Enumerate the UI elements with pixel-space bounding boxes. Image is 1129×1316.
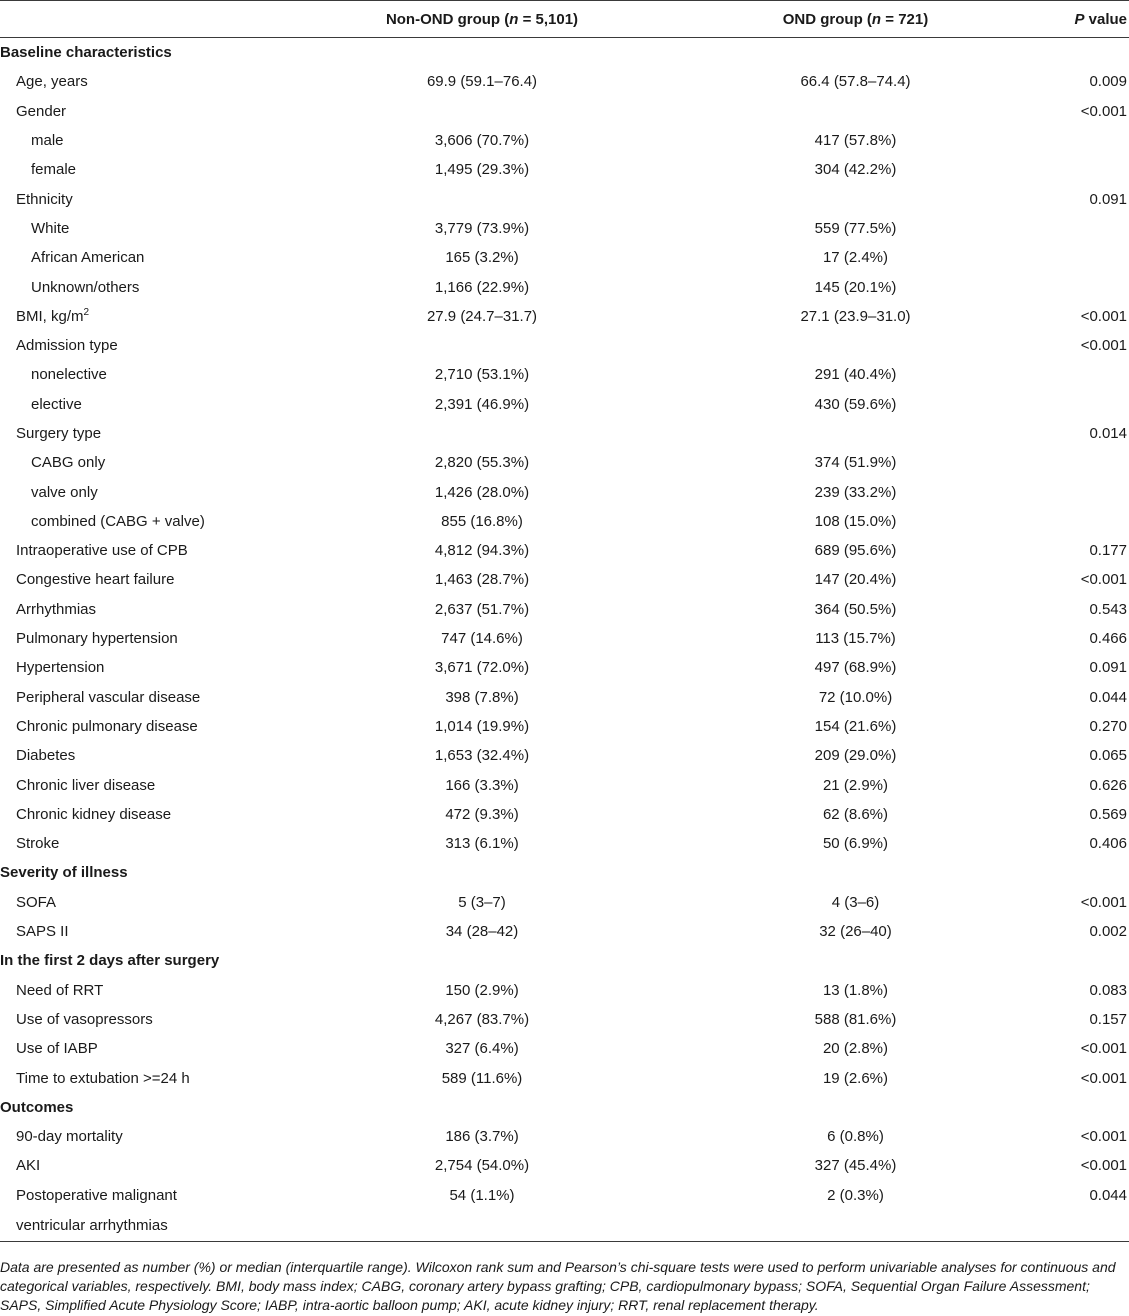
p-value: 0.002 (1089, 923, 1127, 941)
row-label (0, 331, 276, 360)
p-value: 0.044 (1089, 688, 1127, 706)
table-row (0, 770, 1129, 799)
row-label-text: Baseline characteristics (0, 44, 172, 62)
ond-value: 4 (3–6) (831, 893, 880, 911)
row-label-text: elective (31, 395, 82, 413)
table-row (0, 243, 1129, 272)
ond-value: 13 (1.8%) (822, 981, 889, 999)
row-label-text: Unknown/others (31, 278, 140, 296)
row-label (0, 946, 276, 975)
ond-value: 327 (45.4%) (814, 1157, 897, 1175)
ond-value: 689 (95.6%) (814, 542, 897, 560)
p-value (1023, 946, 1129, 975)
row-label-text: Use of IABP (16, 1040, 98, 1058)
table-row (0, 331, 1129, 360)
row-label (0, 1093, 276, 1122)
non-ond-value (276, 184, 688, 213)
row-label-text: Surgery type (16, 425, 102, 442)
row-label (0, 126, 276, 155)
row-label-text: Gender (16, 102, 67, 120)
p-value: 0.626 (1089, 776, 1127, 794)
p-value: 0.177 (1089, 542, 1127, 560)
p-value (1023, 448, 1129, 477)
ond-value: 374 (51.9%) (814, 454, 897, 472)
table-row (0, 1151, 1129, 1180)
row-label (0, 712, 276, 741)
row-label-text: Peripheral vascular disease (16, 688, 201, 706)
row-label (0, 1063, 276, 1092)
ond-value (688, 419, 1023, 448)
p-value (1023, 507, 1129, 536)
row-label-text: Congestive heart failure (16, 571, 175, 589)
p-value (1023, 155, 1129, 184)
non-ond-value (276, 38, 688, 68)
p-value: <0.001 (1080, 102, 1127, 120)
ond-value: 304 (42.2%) (814, 161, 897, 179)
row-label-text: nonelective (31, 366, 107, 384)
row-label (0, 214, 276, 243)
non-ond-value: 747 (14.6%) (441, 630, 523, 648)
row-label-text: valve only (31, 483, 98, 501)
p-value: 0.014 (1089, 425, 1127, 442)
row-label (0, 97, 276, 126)
row-label-text: Use of vasopressors (16, 1010, 153, 1028)
p-value: <0.001 (1080, 1128, 1127, 1146)
p-value: <0.001 (1080, 571, 1127, 589)
row-label-text: Arrhythmias (16, 600, 97, 618)
ond-value: 62 (8.6%) (822, 805, 889, 823)
ond-value: 50 (6.9%) (822, 835, 889, 853)
row-label-text: Pulmonary hypertension (16, 630, 178, 648)
row-label-text: Age, years (16, 73, 88, 91)
non-ond-value: 1,463 (28.7%) (434, 571, 530, 589)
p-value (1023, 38, 1129, 68)
non-ond-value: 4,267 (83.7%) (434, 1010, 530, 1028)
row-label (0, 1181, 276, 1210)
row-label-text: White (31, 219, 70, 237)
row-label (0, 1005, 276, 1034)
header-non-ond: Non-OND group (n = 5,101) (276, 1, 688, 38)
table-row (0, 800, 1129, 829)
row-label (0, 741, 276, 770)
row-label (0, 683, 276, 712)
row-label (0, 302, 276, 331)
row-label (0, 67, 276, 96)
table-row (0, 126, 1129, 155)
ond-value (688, 184, 1023, 213)
ond-value: 417 (57.8%) (814, 132, 897, 150)
table-row (0, 565, 1129, 594)
row-label (0, 448, 276, 477)
table-row (0, 155, 1129, 184)
row-label (0, 243, 276, 272)
row-label-text: 90-day mortality (16, 1128, 123, 1146)
p-value (1023, 126, 1129, 155)
ond-value: 364 (50.5%) (814, 600, 897, 618)
ond-value (688, 331, 1023, 360)
p-value: 0.406 (1089, 835, 1127, 853)
row-label-text: ventricular arrhythmias (16, 1216, 168, 1234)
ond-value: 113 (15.7%) (815, 630, 896, 648)
row-label (0, 595, 276, 624)
table-row (0, 1005, 1129, 1034)
table-row (0, 302, 1129, 331)
table-row (0, 477, 1129, 506)
ond-value: 21 (2.9%) (822, 776, 889, 794)
ond-value: 2 (0.3%) (827, 1186, 884, 1204)
row-label (0, 829, 276, 858)
non-ond-value: 589 (11.6%) (441, 1069, 523, 1087)
ond-value: 20 (2.8%) (822, 1040, 889, 1058)
non-ond-value (276, 331, 688, 360)
non-ond-value: 2,391 (46.9%) (434, 395, 530, 413)
row-label (0, 858, 276, 887)
non-ond-value: 27.9 (24.7–31.7) (426, 307, 538, 325)
table-row (0, 741, 1129, 770)
row-label (0, 507, 276, 536)
row-label (0, 1034, 276, 1063)
row-label-text: Chronic liver disease (16, 776, 156, 794)
row-label (0, 477, 276, 506)
non-ond-value: 1,166 (22.9%) (434, 278, 530, 296)
row-label-text: African American (31, 249, 145, 267)
p-value: 0.543 (1089, 600, 1127, 618)
non-ond-value: 166 (3.3%) (445, 776, 519, 794)
ond-value: 291 (40.4%) (814, 366, 897, 384)
table-row (0, 448, 1129, 477)
non-ond-value (276, 97, 688, 126)
row-label-text: BMI, kg/m (16, 307, 84, 325)
non-ond-value: 1,495 (29.3%) (434, 161, 530, 179)
ond-value: 108 (15.0%) (814, 512, 897, 530)
non-ond-value: 398 (7.8%) (445, 688, 519, 706)
non-ond-value: 472 (9.3%) (445, 805, 519, 823)
superscript: 2 (83, 306, 90, 318)
non-ond-value: 3,779 (73.9%) (434, 219, 530, 237)
row-label-text: Chronic pulmonary disease (16, 717, 198, 735)
row-label (0, 390, 276, 419)
ond-value (688, 38, 1023, 68)
row-label-text: Intraoperative use of CPB (16, 542, 188, 560)
table-row (0, 390, 1129, 419)
p-value: 0.091 (1089, 659, 1127, 677)
row-label-text: CABG only (31, 454, 106, 472)
row-label (0, 38, 276, 68)
p-value (1023, 272, 1129, 301)
non-ond-value: 1,426 (28.0%) (434, 483, 530, 501)
row-label (0, 184, 276, 213)
row-label-text: female (31, 161, 77, 179)
header-row (0, 1, 1129, 38)
non-ond-value: 4,812 (94.3%) (434, 542, 530, 560)
non-ond-value: 313 (6.1%) (445, 835, 519, 853)
ond-value: 430 (59.6%) (814, 395, 897, 413)
non-ond-value (276, 1093, 688, 1122)
p-value (1023, 1210, 1129, 1242)
table-row (0, 829, 1129, 858)
non-ond-value: 54 (1.1%) (449, 1186, 515, 1204)
section-row (0, 858, 1129, 887)
non-ond-value: 2,820 (55.3%) (434, 454, 530, 472)
table-footnote: Data are presented as number (%) or median (interquartile range). Wilcoxon rank sum and Pearson’s chi-square tests were used to perform univariable analyses for continuous and categorical variables, respectively. BMI, body mass index; CABG, coronary artery bypass grafting; CPB, cardiopulmonary bypass; SOFA, Sequential Organ Failure Assessment; SAPS, Simplified Acute Physiology Score; IABP, intra-aortic balloon pump; AKI, acute kidney injury; RRT, renal replacement therapy. (0, 1259, 1116, 1313)
ond-value: 19 (2.6%) (822, 1069, 889, 1087)
non-ond-value (276, 858, 688, 887)
row-label (0, 1122, 276, 1151)
row-label-text: Postoperative malignant (16, 1186, 177, 1204)
table-row (0, 683, 1129, 712)
ond-value: 147 (20.4%) (814, 571, 897, 589)
row-label-text: Need of RRT (16, 981, 104, 999)
data-table (0, 1, 1129, 1242)
ond-value: 27.1 (23.9–31.0) (800, 307, 911, 325)
row-label (0, 155, 276, 184)
ond-value (688, 1210, 1023, 1242)
non-ond-value: 34 (28–42) (445, 923, 519, 941)
table-row (0, 419, 1129, 448)
row-label (0, 800, 276, 829)
table-row (0, 507, 1129, 536)
p-value (1023, 477, 1129, 506)
p-value: 0.270 (1089, 717, 1127, 735)
row-label-text: Chronic kidney disease (16, 805, 172, 823)
row-label-text: Stroke (16, 835, 60, 853)
row-label (0, 1210, 276, 1242)
table-row (0, 976, 1129, 1005)
p-value: <0.001 (1080, 337, 1127, 355)
header-ond: OND group (n = 721) (688, 1, 1023, 38)
non-ond-value: 5 (3–7) (458, 893, 506, 911)
table-row (0, 1034, 1129, 1063)
row-label-text: AKI (16, 1157, 41, 1175)
row-label (0, 888, 276, 917)
row-label-text: male (31, 132, 64, 150)
row-label (0, 565, 276, 594)
table-row (0, 536, 1129, 565)
p-value (1023, 390, 1129, 419)
ond-value (688, 97, 1023, 126)
non-ond-value: 69.9 (59.1–76.4) (426, 73, 538, 91)
ond-value: 17 (2.4%) (822, 249, 889, 267)
p-value: 0.083 (1089, 981, 1127, 999)
table-row (0, 1063, 1129, 1092)
table-row (0, 214, 1129, 243)
table-row (0, 1122, 1129, 1151)
row-label-text: Admission type (16, 337, 118, 355)
table-row (0, 888, 1129, 917)
row-label-text: Diabetes (16, 747, 76, 765)
row-label-text: Hypertension (16, 659, 105, 677)
p-value (1023, 1093, 1129, 1122)
row-label-text: Severity of illness (0, 864, 128, 882)
non-ond-value (276, 946, 688, 975)
p-value: 0.044 (1089, 1186, 1127, 1204)
table-row (0, 917, 1129, 946)
row-label (0, 653, 276, 682)
table-row (0, 360, 1129, 389)
header-variable (0, 1, 276, 38)
ond-value: 239 (33.2%) (814, 483, 897, 501)
table-row (0, 1181, 1129, 1210)
p-value (1023, 858, 1129, 887)
non-ond-value: 327 (6.4%) (445, 1040, 519, 1058)
non-ond-value: 2,637 (51.7%) (434, 600, 530, 618)
table-body (0, 38, 1129, 1242)
p-value: <0.001 (1080, 893, 1127, 911)
row-label (0, 360, 276, 389)
p-value: <0.001 (1080, 1069, 1127, 1087)
p-value: 0.466 (1089, 630, 1127, 648)
row-label (0, 917, 276, 946)
row-label-text: SAPS II (16, 923, 69, 941)
section-row (0, 38, 1129, 68)
table-row (0, 653, 1129, 682)
non-ond-value: 1,014 (19.9%) (434, 717, 530, 735)
p-value: 0.009 (1089, 73, 1127, 91)
row-label (0, 272, 276, 301)
row-label (0, 976, 276, 1005)
non-ond-value: 2,754 (54.0%) (434, 1157, 530, 1175)
section-row (0, 1093, 1129, 1122)
ond-value (688, 1093, 1023, 1122)
non-ond-value: 186 (3.7%) (445, 1128, 519, 1146)
row-label (0, 1151, 276, 1180)
row-label-text: combined (CABG + valve) (31, 512, 205, 530)
non-ond-value: 855 (16.8%) (441, 512, 523, 530)
p-value (1023, 243, 1129, 272)
row-label (0, 536, 276, 565)
ond-value: 6 (0.8%) (827, 1128, 884, 1146)
non-ond-value: 150 (2.9%) (445, 981, 519, 999)
row-label-text: SOFA (16, 893, 57, 911)
ond-value (688, 858, 1023, 887)
p-value (1023, 214, 1129, 243)
p-value: 0.091 (1089, 190, 1127, 208)
non-ond-value: 165 (3.2%) (445, 249, 519, 267)
ond-value: 72 (10.0%) (818, 688, 893, 706)
row-label-text: Time to extubation >=24 h (16, 1069, 190, 1087)
row-label-text: Ethnicity (16, 190, 73, 208)
non-ond-value: 1,653 (32.4%) (434, 747, 530, 765)
ond-value: 145 (20.1%) (814, 278, 897, 296)
non-ond-value: 3,606 (70.7%) (434, 132, 530, 150)
p-value: 0.065 (1089, 747, 1127, 765)
p-value: 0.157 (1089, 1010, 1127, 1028)
p-value (1023, 360, 1129, 389)
ond-value (688, 946, 1023, 975)
table-row (0, 624, 1129, 653)
section-row (0, 946, 1129, 975)
row-label (0, 419, 276, 448)
ond-value: 32 (26–40) (819, 923, 892, 941)
row-label-text: Outcomes (0, 1098, 74, 1116)
p-value: <0.001 (1080, 1157, 1127, 1175)
table-row (0, 184, 1129, 213)
p-value: 0.569 (1089, 805, 1127, 823)
ond-value: 154 (21.6%) (814, 717, 897, 735)
table-row (0, 97, 1129, 126)
non-ond-value: 3,671 (72.0%) (434, 659, 530, 677)
header-p-value: P value (1023, 1, 1129, 38)
table-row (0, 712, 1129, 741)
table-row (0, 67, 1129, 96)
ond-value: 66.4 (57.8–74.4) (800, 73, 911, 91)
row-label (0, 624, 276, 653)
non-ond-value (276, 419, 688, 448)
p-value: <0.001 (1080, 1040, 1127, 1058)
non-ond-value (276, 1210, 688, 1242)
ond-value: 588 (81.6%) (814, 1010, 897, 1028)
non-ond-value: 2,710 (53.1%) (434, 366, 530, 384)
row-label (0, 770, 276, 799)
ond-value: 559 (77.5%) (814, 219, 897, 237)
ond-value: 209 (29.0%) (814, 747, 897, 765)
ond-value: 497 (68.9%) (814, 659, 897, 677)
p-value: <0.001 (1080, 307, 1127, 325)
table-row (0, 1210, 1129, 1242)
table-row (0, 595, 1129, 624)
row-label-text: In the first 2 days after surgery (0, 952, 220, 970)
table-row (0, 272, 1129, 301)
